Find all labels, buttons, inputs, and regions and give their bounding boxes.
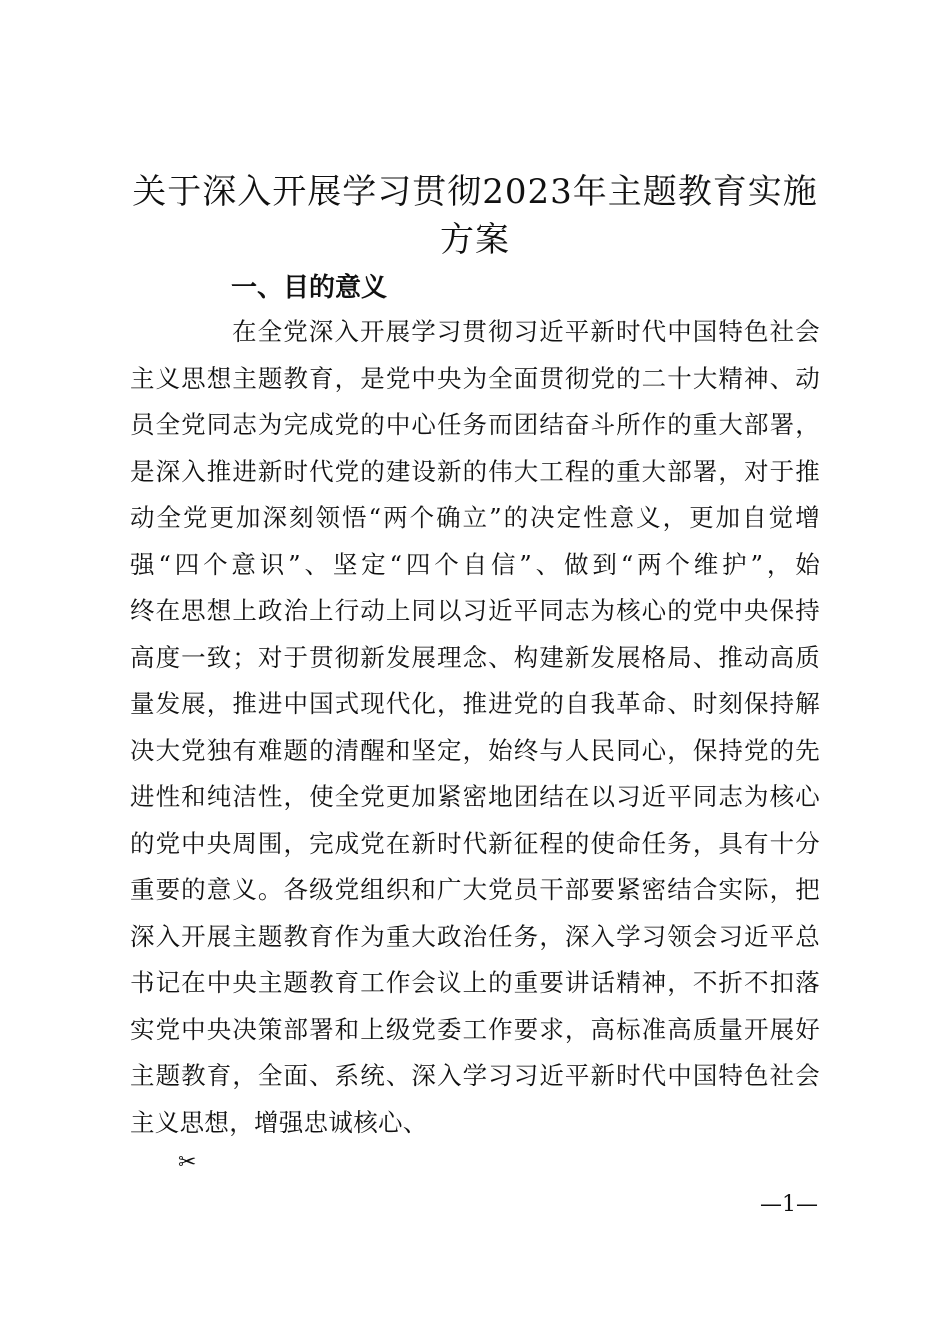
body-line: 量发展，推进中国式现代化，推进党的自我革命、时刻保持解 <box>130 689 820 718</box>
document-title-line-2: 方案 <box>440 220 510 260</box>
body-line: 进性和纯洁性，使全党更加紧密地团结在以习近平同志为核心 <box>130 782 820 811</box>
scissors-icon: ✂ <box>178 1150 197 1175</box>
page-number: —1— <box>760 1192 818 1217</box>
body-line: 的党中央周围，完成党在新时代新征程的使命任务，具有十分 <box>130 829 820 858</box>
body-line: 在全党深入开展学习贯彻习近平新时代中国特色社会 <box>232 317 820 346</box>
body-line: 主义思想，增强忠诚核心、 <box>130 1108 428 1137</box>
document-title-line-1: 关于深入开展学习贯彻2023年主题教育实施 <box>132 172 818 212</box>
body-line: 终在思想上政治上行动上同以习近平同志为核心的党中央保持 <box>130 596 820 625</box>
body-line: 决大党独有难题的清醒和坚定，始终与人民同心，保持党的先 <box>130 736 820 765</box>
body-line: 高度一致；对于贯彻新发展理念、构建新发展格局、推动高质 <box>130 643 820 672</box>
body-line: 书记在中央主题教育工作会议上的重要讲话精神，不折不扣落 <box>130 968 820 997</box>
body-line: 是深入推进新时代党的建设新的伟大工程的重大部署，对于推 <box>130 457 820 486</box>
body-line: 实党中央决策部署和上级党委工作要求，高标准高质量开展好 <box>130 1015 820 1044</box>
body-line: 深入开展主题教育作为重大政治任务，深入学习领会习近平总 <box>130 922 820 951</box>
body-line: 重要的意义。各级党组织和广大党员干部要紧密结合实际，把 <box>130 875 820 904</box>
body-line: 强“四个意识”、坚定“四个自信”、做到“两个维护”，始 <box>130 550 820 579</box>
section-heading: 一、目的意义 <box>231 273 388 303</box>
body-line: 主题教育，全面、系统、深入学习习近平新时代中国特色社会 <box>130 1061 820 1090</box>
body-line: 员全党同志为完成党的中心任务而团结奋斗所作的重大部署， <box>130 410 820 439</box>
body-line: 动全党更加深刻领悟“两个确立”的决定性意义，更加自觉增 <box>130 503 820 532</box>
body-line: 主义思想主题教育，是党中央为全面贯彻党的二十大精神、动 <box>130 364 820 393</box>
